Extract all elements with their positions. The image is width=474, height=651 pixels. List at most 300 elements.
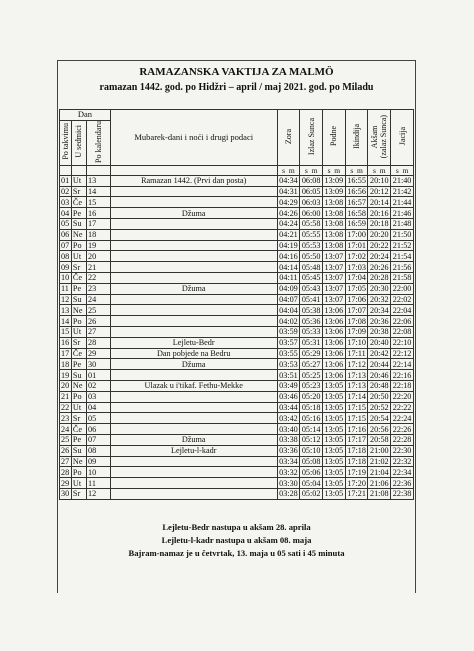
cell-time-ikindija: 16:58 xyxy=(345,208,368,219)
cell-time-ikindija: 16:57 xyxy=(345,197,368,208)
cell-time-izlaz-sunca: 05:45 xyxy=(300,272,323,283)
note-lejletu-l-kadr: Lejletu-l-kadr nastupa u akšam 08. maja xyxy=(161,535,312,545)
cell-day-number: 11 xyxy=(60,283,72,294)
cell-time-zora: 03:42 xyxy=(277,413,300,424)
cell-day-number: 22 xyxy=(60,402,72,413)
cell-time-aksam: 20:12 xyxy=(368,186,391,197)
cell-description: Ulazak u i'tikaf. Fethu-Mekke xyxy=(110,380,277,391)
header-jacija: Jacija xyxy=(391,110,414,166)
cell-calendar-day: 20 xyxy=(87,251,111,262)
cell-description xyxy=(110,391,277,402)
cell-time-ikindija: 17:18 xyxy=(345,445,368,456)
cell-time-izlaz-sunca: 05:12 xyxy=(300,434,323,445)
cell-description: Lejletu-Bedr xyxy=(110,337,277,348)
cell-time-ikindija: 16:55 xyxy=(345,175,368,186)
cell-time-zora: 04:21 xyxy=(277,229,300,240)
cell-time-ikindija: 17:20 xyxy=(345,478,368,489)
cell-weekday: Pe xyxy=(71,283,86,294)
cell-time-podne: 13:06 xyxy=(323,359,346,370)
header-aksam: Akšam (zalaz Sunca) xyxy=(368,110,391,166)
cell-time-aksam: 20:26 xyxy=(368,262,391,273)
cell-day-number: 28 xyxy=(60,467,72,478)
cell-time-jacija: 22:28 xyxy=(391,434,414,445)
cell-time-aksam: 20:40 xyxy=(368,337,391,348)
cell-day-number: 15 xyxy=(60,326,72,337)
cell-calendar-day: 24 xyxy=(87,294,111,305)
cell-time-aksam: 20:24 xyxy=(368,251,391,262)
cell-time-jacija: 22:24 xyxy=(391,413,414,424)
cell-time-izlaz-sunca: 05:27 xyxy=(300,359,323,370)
table-row xyxy=(60,434,414,445)
cell-time-zora: 04:11 xyxy=(277,272,300,283)
cell-weekday: Ne xyxy=(71,456,86,467)
cell-time-ikindija: 17:16 xyxy=(345,424,368,435)
cell-description xyxy=(110,402,277,413)
cell-time-ikindija: 17:15 xyxy=(345,413,368,424)
cell-weekday: Pe xyxy=(71,359,86,370)
cell-weekday: Ne xyxy=(71,380,86,391)
cell-calendar-day: 07 xyxy=(87,434,111,445)
cell-time-zora: 03:55 xyxy=(277,348,300,359)
cell-calendar-day: 12 xyxy=(87,488,111,499)
table-row xyxy=(60,316,414,327)
cell-time-podne: 13:05 xyxy=(323,445,346,456)
cell-time-izlaz-sunca: 05:25 xyxy=(300,370,323,381)
cell-time-podne: 13:07 xyxy=(323,262,346,273)
cell-time-zora: 04:14 xyxy=(277,262,300,273)
header-podne: Podne xyxy=(323,110,346,166)
cell-time-ikindija: 16:59 xyxy=(345,218,368,229)
cell-time-ikindija: 17:05 xyxy=(345,283,368,294)
cell-calendar-day: 06 xyxy=(87,424,111,435)
table-row xyxy=(60,413,414,424)
cell-description xyxy=(110,197,277,208)
table-row xyxy=(60,272,414,283)
cell-time-ikindija: 17:04 xyxy=(345,272,368,283)
cell-weekday: Su xyxy=(71,294,86,305)
cell-time-aksam: 20:18 xyxy=(368,218,391,229)
table-row xyxy=(60,208,414,219)
cell-calendar-day: 26 xyxy=(87,316,111,327)
table-row xyxy=(60,456,414,467)
cell-description xyxy=(110,478,277,489)
cell-time-podne: 13:05 xyxy=(323,478,346,489)
document-subtitle: ramazan 1442. god. po Hidžri – april / maj 2021. god. po Miladu xyxy=(99,82,374,93)
table-row xyxy=(60,391,414,402)
cell-time-zora: 04:31 xyxy=(277,186,300,197)
cell-time-aksam: 20:16 xyxy=(368,208,391,219)
cell-time-aksam: 20:36 xyxy=(368,316,391,327)
header-po-takvimu: Po takvimu xyxy=(60,120,72,165)
cell-day-number: 06 xyxy=(60,229,72,240)
cell-time-aksam: 20:56 xyxy=(368,424,391,435)
cell-time-jacija: 22:06 xyxy=(391,316,414,327)
cell-calendar-day: 01 xyxy=(87,370,111,381)
cell-time-podne: 13:07 xyxy=(323,272,346,283)
cell-time-izlaz-sunca: 05:04 xyxy=(300,478,323,489)
cell-weekday: Če xyxy=(71,197,86,208)
header-izlaz-sunca: Izlaz Sunca xyxy=(300,110,323,166)
cell-weekday: Ut xyxy=(71,251,86,262)
cell-time-izlaz-sunca: 06:05 xyxy=(300,186,323,197)
cell-calendar-day: 22 xyxy=(87,272,111,283)
header-dan: Dan xyxy=(60,110,111,121)
cell-time-zora: 03:44 xyxy=(277,402,300,413)
cell-time-ikindija: 16:56 xyxy=(345,186,368,197)
cell-time-ikindija: 17:08 xyxy=(345,316,368,327)
cell-time-jacija: 22:36 xyxy=(391,478,414,489)
cell-time-aksam: 21:04 xyxy=(368,467,391,478)
cell-day-number: 19 xyxy=(60,370,72,381)
cell-calendar-day: 21 xyxy=(87,262,111,273)
cell-time-ikindija: 17:15 xyxy=(345,402,368,413)
cell-day-number: 07 xyxy=(60,240,72,251)
cell-calendar-day: 28 xyxy=(87,337,111,348)
cell-time-ikindija: 17:00 xyxy=(345,229,368,240)
header-po-kalendaru: Po kalendaru xyxy=(87,120,111,165)
cell-time-zora: 04:26 xyxy=(277,208,300,219)
cell-description xyxy=(110,370,277,381)
cell-time-zora: 04:04 xyxy=(277,305,300,316)
table-row xyxy=(60,445,414,456)
cell-calendar-day: 09 xyxy=(87,456,111,467)
cell-time-aksam: 20:44 xyxy=(368,359,391,370)
table-row xyxy=(60,402,414,413)
cell-time-podne: 13:08 xyxy=(323,208,346,219)
cell-day-number: 27 xyxy=(60,456,72,467)
cell-description xyxy=(110,272,277,283)
cell-time-aksam: 20:32 xyxy=(368,294,391,305)
cell-time-ikindija: 17:14 xyxy=(345,391,368,402)
table-row xyxy=(60,326,414,337)
cell-time-aksam: 21:02 xyxy=(368,456,391,467)
header-u-sedmici: U sedmici xyxy=(71,120,86,165)
cell-description xyxy=(110,467,277,478)
cell-time-podne: 13:08 xyxy=(323,197,346,208)
cell-time-podne: 13:06 xyxy=(323,305,346,316)
cell-description xyxy=(110,186,277,197)
note-bajram-namaz: Bajram-namaz je u četvrtak, 13. maja u 05 sati i 45 minuta xyxy=(128,548,345,558)
cell-time-izlaz-sunca: 05:06 xyxy=(300,467,323,478)
cell-time-podne: 13:05 xyxy=(323,391,346,402)
cell-time-podne: 13:05 xyxy=(323,488,346,499)
cell-calendar-day: 13 xyxy=(87,175,111,186)
cell-calendar-day: 02 xyxy=(87,380,111,391)
cell-day-number: 30 xyxy=(60,488,72,499)
cell-weekday: Ut xyxy=(71,402,86,413)
cell-time-podne: 13:08 xyxy=(323,218,346,229)
cell-time-aksam: 20:20 xyxy=(368,229,391,240)
cell-time-ikindija: 17:19 xyxy=(345,467,368,478)
cell-time-aksam: 21:06 xyxy=(368,478,391,489)
cell-time-aksam: 20:22 xyxy=(368,240,391,251)
document-title: RAMAZANSKA VAKTIJA ZA MALMÖ xyxy=(139,66,334,78)
cell-day-number: 17 xyxy=(60,348,72,359)
cell-time-zora: 03:57 xyxy=(277,337,300,348)
table-row xyxy=(60,348,414,359)
cell-calendar-day: 29 xyxy=(87,348,111,359)
cell-time-podne: 13:08 xyxy=(323,240,346,251)
cell-time-ikindija: 17:13 xyxy=(345,380,368,391)
cell-calendar-day: 03 xyxy=(87,391,111,402)
cell-time-izlaz-sunca: 05:10 xyxy=(300,445,323,456)
cell-time-jacija: 21:46 xyxy=(391,208,414,219)
cell-time-zora: 03:46 xyxy=(277,391,300,402)
units-row: s m s m s m s m s m s m xyxy=(60,165,414,175)
cell-time-izlaz-sunca: 05:36 xyxy=(300,316,323,327)
cell-time-ikindija: 17:13 xyxy=(345,370,368,381)
cell-time-ikindija: 17:11 xyxy=(345,348,368,359)
cell-time-izlaz-sunca: 06:03 xyxy=(300,197,323,208)
cell-time-ikindija: 17:01 xyxy=(345,240,368,251)
cell-day-number: 20 xyxy=(60,380,72,391)
cell-time-jacija: 21:52 xyxy=(391,240,414,251)
cell-description xyxy=(110,240,277,251)
cell-weekday: Po xyxy=(71,240,86,251)
cell-time-jacija: 22:00 xyxy=(391,283,414,294)
cell-calendar-day: 19 xyxy=(87,240,111,251)
cell-time-izlaz-sunca: 05:48 xyxy=(300,262,323,273)
cell-time-podne: 13:08 xyxy=(323,229,346,240)
cell-time-podne: 13:05 xyxy=(323,467,346,478)
cell-time-podne: 13:05 xyxy=(323,402,346,413)
cell-time-jacija: 22:32 xyxy=(391,456,414,467)
cell-time-zora: 03:34 xyxy=(277,456,300,467)
cell-weekday: Su xyxy=(71,218,86,229)
cell-time-zora: 03:30 xyxy=(277,478,300,489)
cell-time-izlaz-sunca: 05:53 xyxy=(300,240,323,251)
cell-weekday: Ut xyxy=(71,175,86,186)
cell-calendar-day: 08 xyxy=(87,445,111,456)
table-row xyxy=(60,359,414,370)
cell-time-ikindija: 17:17 xyxy=(345,434,368,445)
header-zora: Zora xyxy=(277,110,300,166)
cell-time-izlaz-sunca: 05:38 xyxy=(300,305,323,316)
cell-time-ikindija: 17:03 xyxy=(345,262,368,273)
table-row xyxy=(60,197,414,208)
cell-time-zora: 04:07 xyxy=(277,294,300,305)
cell-day-number: 03 xyxy=(60,197,72,208)
cell-description: Džuma xyxy=(110,283,277,294)
cell-day-number: 12 xyxy=(60,294,72,305)
cell-time-izlaz-sunca: 05:58 xyxy=(300,218,323,229)
cell-time-jacija: 22:34 xyxy=(391,467,414,478)
cell-day-number: 13 xyxy=(60,305,72,316)
cell-time-zora: 04:16 xyxy=(277,251,300,262)
cell-time-jacija: 21:54 xyxy=(391,251,414,262)
table-row xyxy=(60,186,414,197)
cell-time-ikindija: 17:18 xyxy=(345,456,368,467)
cell-time-podne: 13:05 xyxy=(323,434,346,445)
cell-calendar-day: 18 xyxy=(87,229,111,240)
cell-time-izlaz-sunca: 05:02 xyxy=(300,488,323,499)
cell-time-zora: 04:29 xyxy=(277,197,300,208)
cell-time-podne: 13:07 xyxy=(323,251,346,262)
cell-time-zora: 03:36 xyxy=(277,445,300,456)
cell-time-zora: 04:19 xyxy=(277,240,300,251)
cell-time-zora: 04:09 xyxy=(277,283,300,294)
cell-time-izlaz-sunca: 06:00 xyxy=(300,208,323,219)
cell-day-number: 23 xyxy=(60,413,72,424)
cell-time-izlaz-sunca: 05:08 xyxy=(300,456,323,467)
cell-time-podne: 13:06 xyxy=(323,348,346,359)
cell-time-izlaz-sunca: 05:50 xyxy=(300,251,323,262)
cell-description xyxy=(110,305,277,316)
cell-day-number: 24 xyxy=(60,424,72,435)
table-row xyxy=(60,240,414,251)
table-row xyxy=(60,337,414,348)
cell-time-jacija: 21:44 xyxy=(391,197,414,208)
cell-time-jacija: 22:18 xyxy=(391,380,414,391)
cell-time-jacija: 22:10 xyxy=(391,337,414,348)
table-row xyxy=(60,424,414,435)
cell-weekday: Po xyxy=(71,467,86,478)
cell-time-jacija: 21:40 xyxy=(391,175,414,186)
cell-time-aksam: 20:58 xyxy=(368,434,391,445)
cell-time-zora: 04:24 xyxy=(277,218,300,229)
cell-weekday: Če xyxy=(71,348,86,359)
cell-day-number: 14 xyxy=(60,316,72,327)
cell-description xyxy=(110,413,277,424)
cell-time-izlaz-sunca: 05:41 xyxy=(300,294,323,305)
cell-time-jacija: 22:30 xyxy=(391,445,414,456)
cell-day-number: 08 xyxy=(60,251,72,262)
table-row xyxy=(60,305,414,316)
cell-time-zora: 03:51 xyxy=(277,370,300,381)
cell-time-aksam: 20:42 xyxy=(368,348,391,359)
cell-weekday: Sr xyxy=(71,413,86,424)
cell-day-number: 16 xyxy=(60,337,72,348)
cell-time-podne: 13:07 xyxy=(323,283,346,294)
cell-calendar-day: 23 xyxy=(87,283,111,294)
cell-time-ikindija: 17:09 xyxy=(345,326,368,337)
cell-time-izlaz-sunca: 05:18 xyxy=(300,402,323,413)
cell-time-aksam: 20:46 xyxy=(368,370,391,381)
cell-calendar-day: 16 xyxy=(87,208,111,219)
cell-time-jacija: 22:38 xyxy=(391,488,414,499)
cell-time-zora: 03:49 xyxy=(277,380,300,391)
cell-time-aksam: 20:38 xyxy=(368,326,391,337)
cell-description xyxy=(110,424,277,435)
cell-time-jacija: 22:02 xyxy=(391,294,414,305)
cell-description xyxy=(110,488,277,499)
cell-time-zora: 03:28 xyxy=(277,488,300,499)
cell-time-zora: 04:34 xyxy=(277,175,300,186)
cell-time-ikindija: 17:10 xyxy=(345,337,368,348)
cell-weekday: Ne xyxy=(71,229,86,240)
cell-time-zora: 04:02 xyxy=(277,316,300,327)
cell-time-izlaz-sunca: 06:08 xyxy=(300,175,323,186)
cell-time-jacija: 22:04 xyxy=(391,305,414,316)
cell-weekday: Če xyxy=(71,272,86,283)
cell-weekday: Pe xyxy=(71,434,86,445)
cell-description: Džuma xyxy=(110,434,277,445)
table-row xyxy=(60,251,414,262)
cell-calendar-day: 25 xyxy=(87,305,111,316)
cell-weekday: Sr xyxy=(71,186,86,197)
cell-description xyxy=(110,294,277,305)
cell-time-podne: 13:05 xyxy=(323,380,346,391)
cell-time-podne: 13:09 xyxy=(323,175,346,186)
table-row xyxy=(60,380,414,391)
cell-description xyxy=(110,218,277,229)
cell-time-jacija: 22:12 xyxy=(391,348,414,359)
cell-time-aksam: 20:50 xyxy=(368,391,391,402)
cell-time-izlaz-sunca: 05:31 xyxy=(300,337,323,348)
cell-day-number: 02 xyxy=(60,186,72,197)
cell-description xyxy=(110,229,277,240)
cell-time-izlaz-sunca: 05:16 xyxy=(300,413,323,424)
cell-description xyxy=(110,456,277,467)
cell-time-aksam: 20:30 xyxy=(368,283,391,294)
cell-time-podne: 13:05 xyxy=(323,424,346,435)
cell-time-jacija: 22:20 xyxy=(391,391,414,402)
cell-time-izlaz-sunca: 05:33 xyxy=(300,326,323,337)
cell-time-aksam: 20:48 xyxy=(368,380,391,391)
cell-day-number: 01 xyxy=(60,175,72,186)
cell-time-podne: 13:09 xyxy=(323,186,346,197)
note-lejletu-bedr: Lejletu-Bedr nastupa u akšam 28. aprila xyxy=(162,522,311,532)
cell-weekday: Po xyxy=(71,316,86,327)
cell-time-jacija: 22:26 xyxy=(391,424,414,435)
table-row xyxy=(60,283,414,294)
cell-time-izlaz-sunca: 05:29 xyxy=(300,348,323,359)
table-row xyxy=(60,478,414,489)
cell-time-podne: 13:06 xyxy=(323,326,346,337)
cell-weekday: Sr xyxy=(71,262,86,273)
cell-time-jacija: 21:58 xyxy=(391,272,414,283)
table-row xyxy=(60,294,414,305)
cell-calendar-day: 11 xyxy=(87,478,111,489)
cell-description: Dan pobjede na Bedru xyxy=(110,348,277,359)
cell-description xyxy=(110,262,277,273)
cell-weekday: Sr xyxy=(71,488,86,499)
cell-time-aksam: 20:28 xyxy=(368,272,391,283)
cell-weekday: Sr xyxy=(71,337,86,348)
cell-time-jacija: 22:16 xyxy=(391,370,414,381)
cell-time-aksam: 20:54 xyxy=(368,413,391,424)
cell-day-number: 29 xyxy=(60,478,72,489)
cell-description: Džuma xyxy=(110,359,277,370)
cell-time-ikindija: 17:12 xyxy=(345,359,368,370)
cell-time-podne: 13:06 xyxy=(323,370,346,381)
cell-time-izlaz-sunca: 05:55 xyxy=(300,229,323,240)
cell-time-aksam: 21:00 xyxy=(368,445,391,456)
cell-calendar-day: 30 xyxy=(87,359,111,370)
cell-description xyxy=(110,326,277,337)
cell-day-number: 25 xyxy=(60,434,72,445)
cell-time-podne: 13:06 xyxy=(323,337,346,348)
cell-time-podne: 13:06 xyxy=(323,316,346,327)
cell-day-number: 05 xyxy=(60,218,72,229)
cell-calendar-day: 27 xyxy=(87,326,111,337)
cell-time-aksam: 20:14 xyxy=(368,197,391,208)
cell-weekday: Ut xyxy=(71,326,86,337)
cell-weekday: Po xyxy=(71,391,86,402)
header-description: Mubarek-dani i noći i drugi podaci xyxy=(110,110,277,166)
cell-weekday: Su xyxy=(71,370,86,381)
cell-time-zora: 03:32 xyxy=(277,467,300,478)
cell-time-aksam: 20:34 xyxy=(368,305,391,316)
cell-weekday: Pe xyxy=(71,208,86,219)
table-row xyxy=(60,175,414,186)
table-row xyxy=(60,218,414,229)
cell-time-zora: 03:53 xyxy=(277,359,300,370)
cell-calendar-day: 14 xyxy=(87,186,111,197)
cell-description xyxy=(110,316,277,327)
cell-time-jacija: 22:22 xyxy=(391,402,414,413)
cell-time-jacija: 21:42 xyxy=(391,186,414,197)
